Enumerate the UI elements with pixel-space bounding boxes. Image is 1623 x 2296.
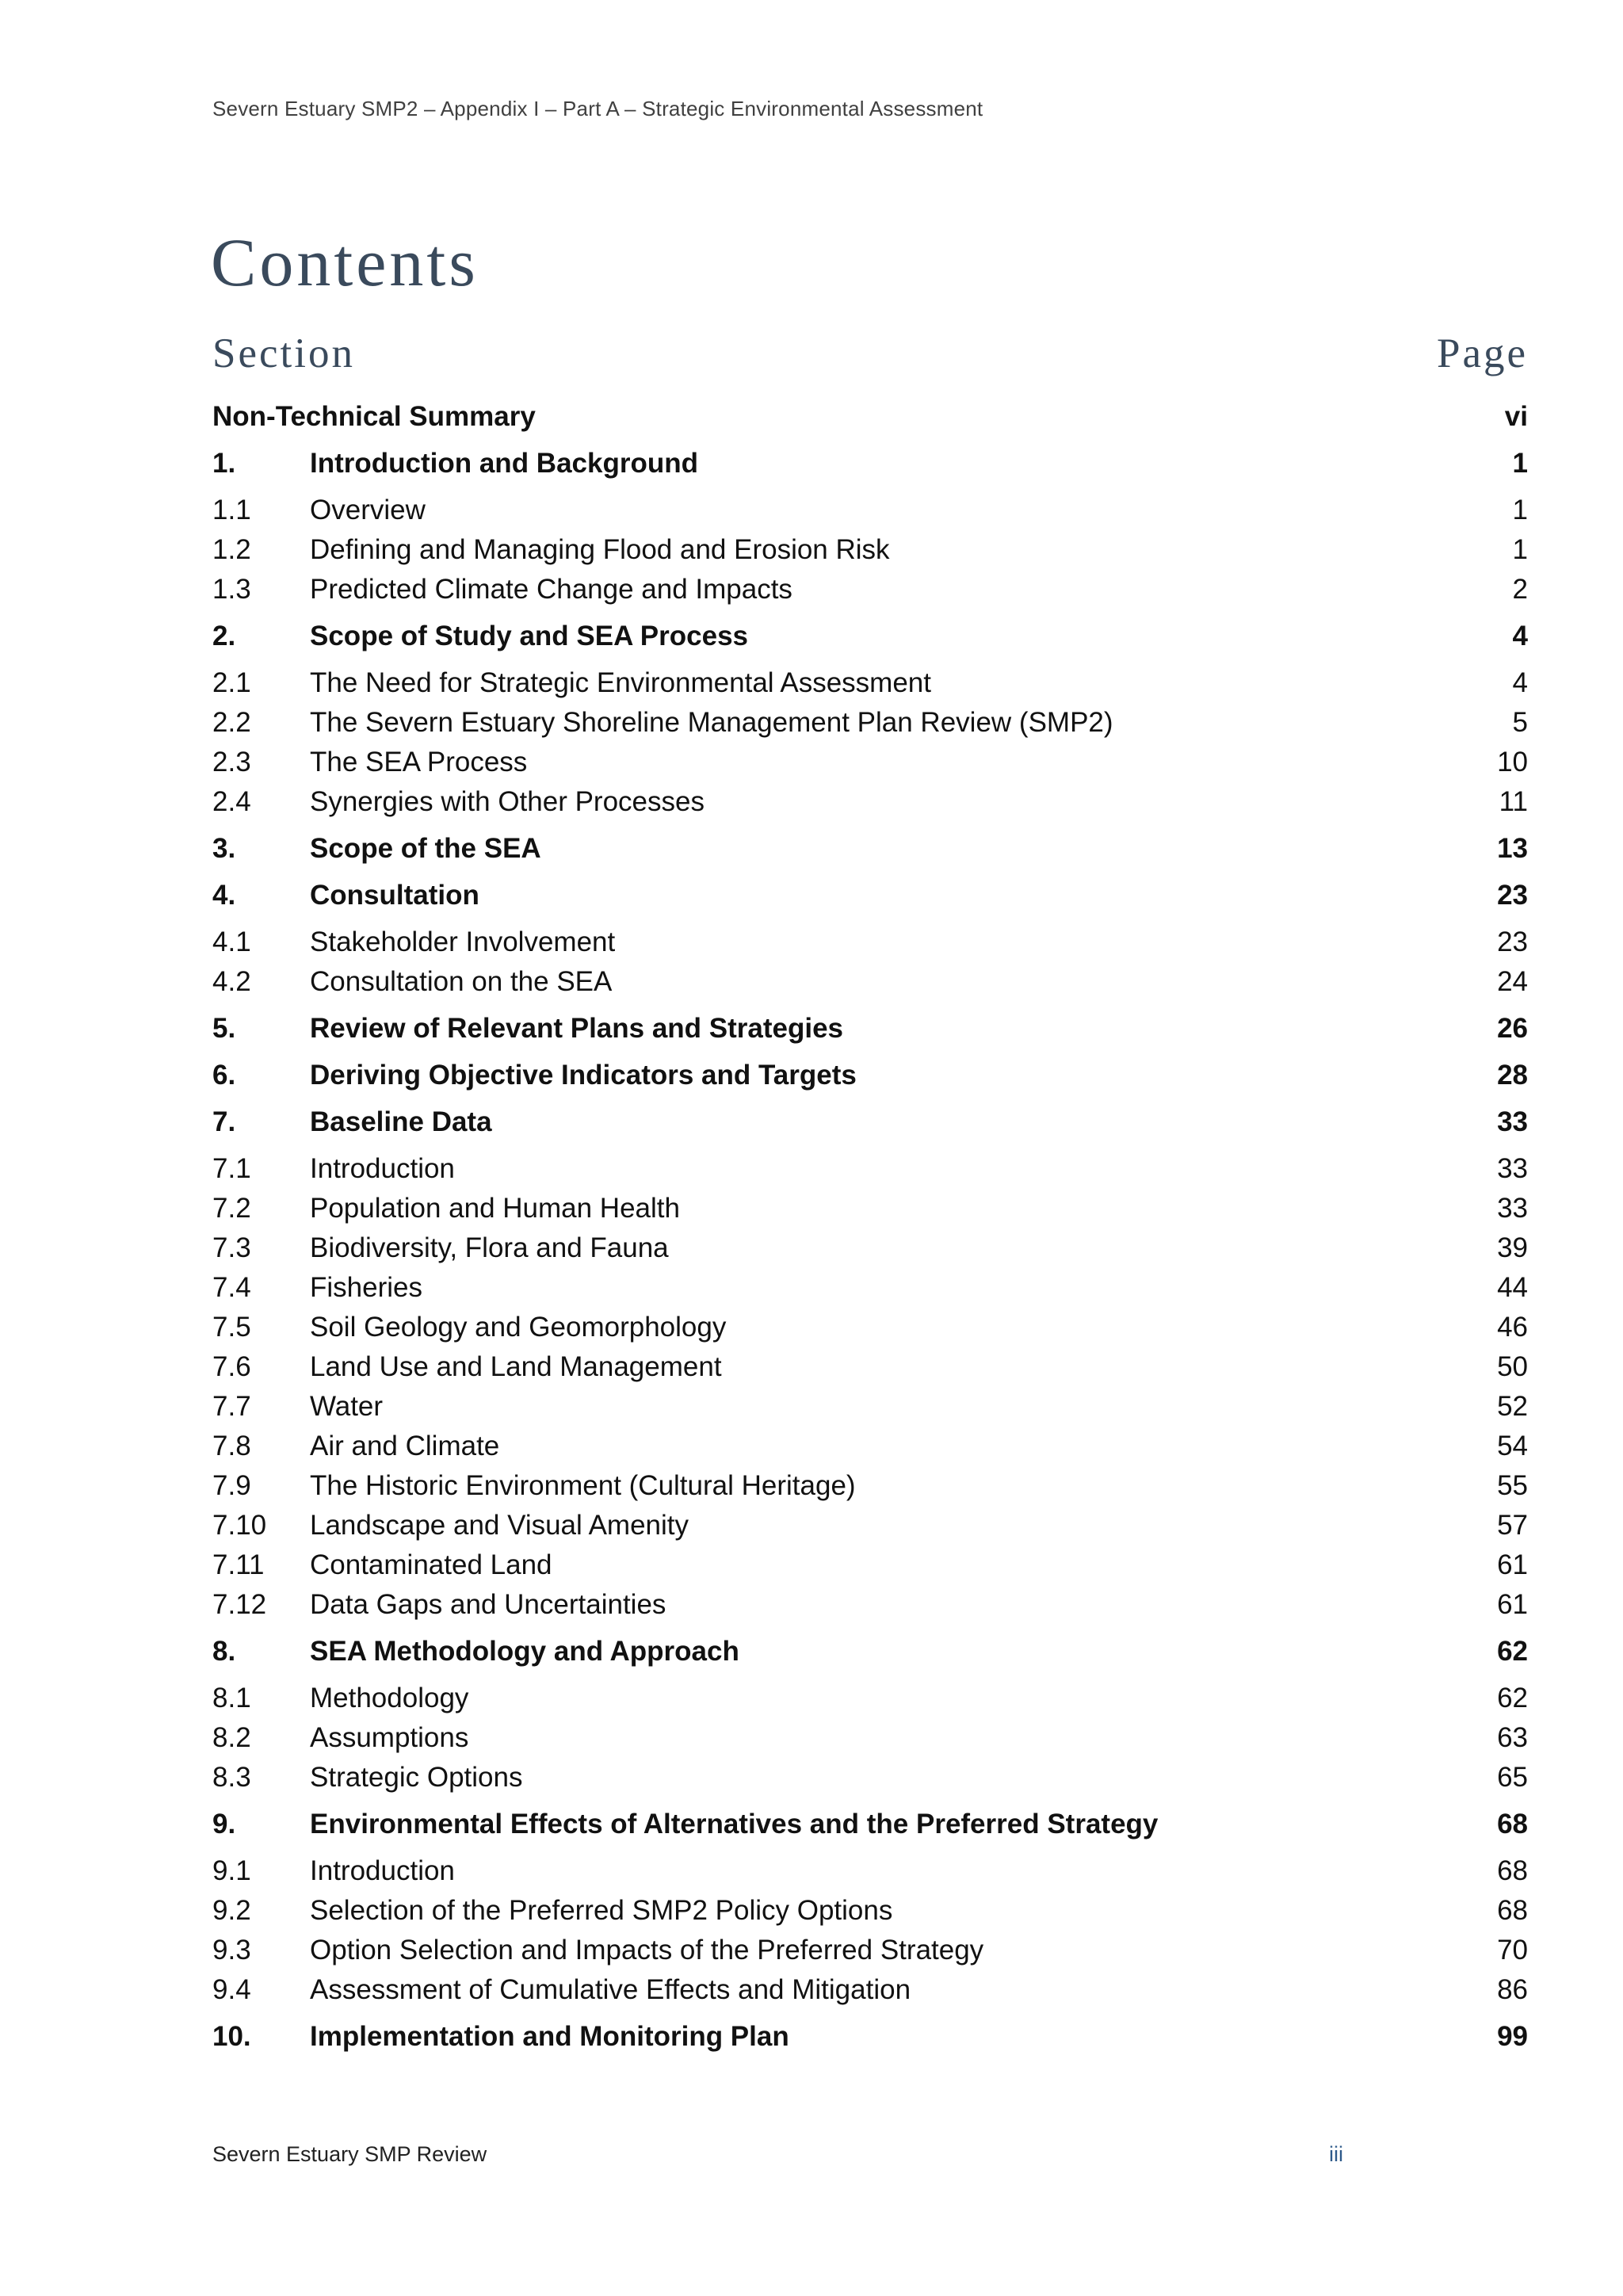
toc-section-entry[interactable]: [212, 1103, 1528, 1141]
toc-entry-title: Land Use and Land Management: [310, 1351, 722, 1382]
toc-entry-title: Fisheries: [310, 1272, 422, 1303]
toc-entry-title: Overview: [310, 495, 426, 525]
toc-entry-title: Introduction: [310, 1855, 455, 1886]
toc-entry-title: Scope of the SEA: [310, 833, 541, 864]
toc-entry-page: 1: [1512, 534, 1528, 565]
toc-entry-title: Water: [310, 1391, 384, 1422]
toc-entry-title: Baseline Data: [310, 1106, 492, 1137]
toc-entry-title: Review of Relevant Plans and Strategies: [310, 1013, 844, 1044]
toc-entry-number: 7.11: [212, 1549, 265, 1580]
toc-entry-page: 61: [1497, 1549, 1528, 1580]
toc-entry-title: Air and Climate: [310, 1431, 500, 1461]
toc-entry-page: 62: [1497, 1636, 1528, 1667]
toc-entry-page: 10: [1497, 747, 1528, 777]
toc-entry-number: 9.4: [212, 1974, 251, 2005]
toc-subsection-entry[interactable]: [212, 1190, 1528, 1228]
toc-entry-number: 1.2: [212, 534, 251, 565]
toc-entry-page: 68: [1497, 1809, 1528, 1839]
toc-entry-number: 2.2: [212, 707, 251, 738]
toc-section-entry[interactable]: [212, 830, 1528, 868]
page-column-heading: Page: [1436, 330, 1528, 376]
toc-entry-title: Methodology: [310, 1683, 469, 1713]
toc-subsection-entry[interactable]: [212, 1852, 1528, 1890]
toc-subsection-entry[interactable]: [212, 1719, 1528, 1757]
toc-entry-number: 6.: [212, 1060, 236, 1091]
toc-entry-page: 33: [1497, 1106, 1528, 1137]
toc-entry-page: 54: [1497, 1431, 1528, 1461]
toc-entry-page: 52: [1497, 1391, 1528, 1422]
toc-entry-title: The Historic Environment (Cultural Heritage): [310, 1470, 856, 1501]
toc-section-entry[interactable]: [212, 445, 1528, 483]
toc-entry-page: 1: [1512, 495, 1528, 525]
toc-entry-number: 8.: [212, 1636, 236, 1667]
toc-subsection-entry[interactable]: [212, 1308, 1528, 1347]
toc-entry-page: 50: [1497, 1351, 1528, 1382]
toc-entry-number: 7.8: [212, 1431, 251, 1461]
toc-entry-page: 62: [1497, 1683, 1528, 1713]
toc-entry-number: 3.: [212, 833, 236, 864]
toc-entry-page: 63: [1497, 1722, 1528, 1753]
toc-entry-title: Landscape and Visual Amenity: [310, 1510, 689, 1541]
toc-entry-number: 2.4: [212, 786, 251, 817]
toc-entry-title: Option Selection and Impacts of the Preferred Strategy: [310, 1935, 984, 1966]
toc-entry-page: 23: [1497, 926, 1528, 957]
toc-subsection-entry[interactable]: [212, 1467, 1528, 1505]
toc-entry-number: 5.: [212, 1013, 236, 1044]
toc-entry-page: 5: [1512, 707, 1528, 738]
page-title: Contents: [211, 224, 479, 300]
toc-entry-number: 4.: [212, 880, 236, 911]
toc-entry-page: 1: [1512, 448, 1528, 479]
toc-entry-number: 2.: [212, 621, 236, 651]
toc-entry-title: Scope of Study and SEA Process: [310, 621, 749, 651]
toc-entry-title: Strategic Options: [310, 1762, 523, 1793]
toc-subsection-entry[interactable]: [212, 1150, 1528, 1188]
toc-entry-title: Selection of the Preferred SMP2 Policy Options: [310, 1895, 893, 1926]
toc-subsection-entry[interactable]: [212, 1971, 1528, 2009]
toc-section-entry[interactable]: [212, 2018, 1528, 2056]
toc-entry-number: 9.: [212, 1809, 236, 1839]
toc-section-entry[interactable]: [212, 1633, 1528, 1671]
toc-subsection-entry[interactable]: [212, 1931, 1528, 1969]
footer-document-title: Severn Estuary SMP Review: [212, 2142, 487, 2166]
toc-entry-title: Introduction and Background: [310, 448, 698, 479]
toc-entry-title: SEA Methodology and Approach: [310, 1636, 739, 1667]
toc-entry-title: Soil Geology and Geomorphology: [310, 1312, 727, 1343]
toc-entry-title: Consultation on the SEA: [310, 966, 613, 997]
toc-entry-title: Assessment of Cumulative Effects and Mitigation: [310, 1974, 911, 2005]
toc-entry-number: 1.3: [212, 574, 251, 605]
toc-entry-page: 68: [1497, 1895, 1528, 1926]
toc-entry-number: 4.2: [212, 966, 251, 997]
toc-entry-page: 33: [1497, 1193, 1528, 1224]
toc-subsection-entry[interactable]: [212, 1892, 1528, 1930]
toc-section-entry[interactable]: [212, 877, 1528, 915]
toc-subsection-entry[interactable]: [212, 1229, 1528, 1267]
toc-entry-page: 86: [1497, 1974, 1528, 2005]
toc-subsection-entry[interactable]: [212, 531, 1528, 569]
toc-section-entry[interactable]: [212, 1056, 1528, 1095]
toc-entry-title: Consultation: [310, 880, 479, 911]
toc-entry-number: 2.3: [212, 747, 251, 777]
toc-entry-title: The Severn Estuary Shoreline Management Plan Review (SMP2): [310, 707, 1113, 738]
toc-entry-page: 24: [1497, 966, 1528, 997]
toc-section-entry[interactable]: [212, 1010, 1528, 1048]
toc-subsection-entry[interactable]: [212, 491, 1528, 529]
toc-entry-number: 7.5: [212, 1312, 251, 1343]
toc-entry-page: 99: [1497, 2021, 1528, 2052]
toc-entry-title: Population and Human Health: [310, 1193, 680, 1224]
toc-entry-title: The Need for Strategic Environmental Assessment: [310, 667, 931, 698]
toc-entry-title: Predicted Climate Change and Impacts: [310, 574, 792, 605]
toc-entry-page: 39: [1497, 1232, 1528, 1263]
toc-subsection-entry[interactable]: [212, 743, 1528, 781]
toc-entry-number: 7.4: [212, 1272, 251, 1303]
toc-entry-title: Data Gaps and Uncertainties: [310, 1589, 666, 1620]
section-column-heading: Section: [212, 330, 355, 376]
toc-entry-number: 8.2: [212, 1722, 251, 1753]
toc-subsection-entry[interactable]: [212, 783, 1528, 821]
toc-entry-page: 70: [1497, 1935, 1528, 1966]
toc-subsection-entry[interactable]: [212, 1679, 1528, 1717]
footer-page-number: iii: [1329, 2142, 1343, 2166]
toc-subsection-entry[interactable]: [212, 1388, 1528, 1426]
toc-entry-title: Synergies with Other Processes: [310, 786, 705, 817]
toc-entry-page: 55: [1497, 1470, 1528, 1501]
toc-section-entry[interactable]: [212, 617, 1528, 655]
toc-entry-number: 7.9: [212, 1470, 251, 1501]
toc-entry-number: 7.1: [212, 1153, 251, 1184]
toc-entry-number: 7.10: [212, 1510, 267, 1541]
toc-entry-page: 57: [1497, 1510, 1528, 1541]
toc-subsection-entry[interactable]: [212, 1759, 1528, 1797]
toc-section-entry[interactable]: [212, 1805, 1528, 1843]
toc-entry-title: Contaminated Land: [310, 1549, 552, 1580]
toc-entry-number: 8.3: [212, 1762, 251, 1793]
running-header: Severn Estuary SMP2 – Appendix I – Part A – Strategic Environmental Assessment: [212, 97, 983, 120]
toc-entry-title: Assumptions: [310, 1722, 469, 1753]
toc-entry-title: Biodiversity, Flora and Fauna: [310, 1232, 669, 1263]
toc-subsection-entry[interactable]: [212, 1348, 1528, 1386]
toc-entry-number: 8.1: [212, 1683, 251, 1713]
toc-entry-number: 10.: [212, 2021, 251, 2052]
toc-subsection-entry[interactable]: [212, 1269, 1528, 1307]
toc-subsection-entry[interactable]: [212, 1546, 1528, 1584]
toc-entry-title: The SEA Process: [310, 747, 528, 777]
toc-subsection-entry[interactable]: [212, 704, 1528, 742]
toc-entry-page: 65: [1497, 1762, 1528, 1793]
toc-entry-number: 7.7: [212, 1391, 251, 1422]
toc-entry-number: 7.12: [212, 1589, 267, 1620]
toc-entry-page: vi: [1504, 401, 1528, 432]
toc-entry-page: 26: [1497, 1013, 1528, 1044]
toc-entry-number: 7.: [212, 1106, 236, 1137]
toc-entry-title: Implementation and Monitoring Plan: [310, 2021, 789, 2052]
toc-entry-page: 33: [1497, 1153, 1528, 1184]
toc-entry-number: 1.1: [212, 495, 251, 525]
toc-entry-page: 68: [1497, 1855, 1528, 1886]
toc-entry-number: 7.3: [212, 1232, 251, 1263]
toc-subsection-entry[interactable]: [212, 963, 1528, 1001]
toc-entry-title: Defining and Managing Flood and Erosion Risk: [310, 534, 890, 565]
toc-entry-number: 7.6: [212, 1351, 251, 1382]
toc-entry-page: 2: [1512, 574, 1528, 605]
toc-entry-page: 4: [1512, 621, 1528, 651]
toc-entry-page: 4: [1512, 667, 1528, 698]
toc-entry-page: 13: [1497, 833, 1528, 864]
toc-subsection-entry[interactable]: [212, 664, 1528, 702]
toc-entry-number: 4.1: [212, 926, 251, 957]
toc-entry-number: 9.2: [212, 1895, 251, 1926]
toc-subsection-entry[interactable]: [212, 571, 1528, 609]
toc-entry-title: Deriving Objective Indicators and Targets: [310, 1060, 857, 1091]
toc-entry-page: 11: [1499, 786, 1528, 817]
toc-subsection-entry[interactable]: [212, 1427, 1528, 1465]
toc-entry-number: 1.: [212, 448, 236, 479]
toc-entry-number: 7.2: [212, 1193, 251, 1224]
toc-entry-title: Non-Technical Summary: [212, 401, 536, 432]
toc-section-entry[interactable]: [212, 398, 1528, 436]
toc-entry-page: 46: [1497, 1312, 1528, 1343]
toc-entry-page: 44: [1497, 1272, 1528, 1303]
toc-entry-title: Environmental Effects of Alternatives and the Preferred Strategy: [310, 1809, 1159, 1839]
toc-subsection-entry[interactable]: [212, 1586, 1528, 1624]
toc-subsection-entry[interactable]: [212, 923, 1528, 961]
toc-entry-number: 2.1: [212, 667, 251, 698]
toc-entry-number: 9.3: [212, 1935, 251, 1966]
toc-entry-title: Introduction: [310, 1153, 455, 1184]
toc-subsection-entry[interactable]: [212, 1507, 1528, 1545]
toc-entry-number: 9.1: [212, 1855, 251, 1886]
toc-entry-page: 28: [1497, 1060, 1528, 1091]
toc-entry-page: 23: [1497, 880, 1528, 911]
toc-entry-page: 61: [1497, 1589, 1528, 1620]
toc-entry-title: Stakeholder Involvement: [310, 926, 616, 957]
